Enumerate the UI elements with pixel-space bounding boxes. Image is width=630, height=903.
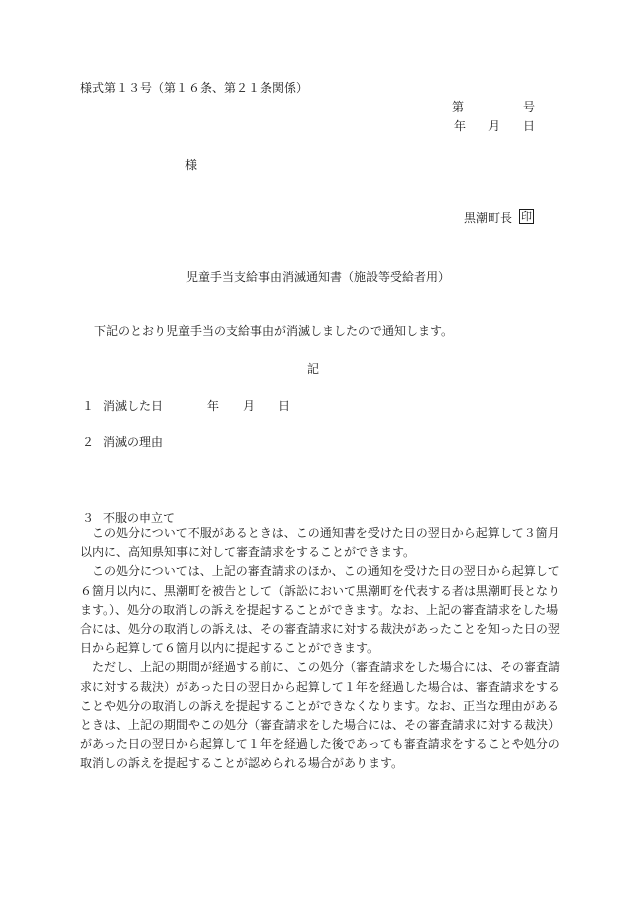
- appeal-body: [80, 524, 561, 774]
- appeal-line: ことや処分の取消しの訴えを提起することができなくなります。なお、正当な理由がある: [80, 698, 560, 713]
- seal-mark: 印: [521, 210, 532, 223]
- date-day: 日: [523, 119, 536, 133]
- item-label-appeal: 不服の申立て: [103, 511, 176, 525]
- appeal-line: ときは、上記の期間やこの処分（審査請求をした場合には、その審査請求に対する裁決）: [80, 718, 561, 733]
- addressee-suffix: 様: [185, 158, 198, 172]
- item-date-year: 年: [207, 399, 220, 413]
- intro-text: 下記のとおり児童手当の支給事由が消滅しましたので通知します。: [94, 324, 454, 338]
- form-number: 様式第１３号（第１６条、第２１条関係）: [80, 81, 309, 95]
- item-label-extinction-date: 消滅した日: [103, 399, 164, 413]
- appeal-line: 合には、処分の取消しの訴えは、その審査請求に対する裁決があったことを知った日の翌: [80, 622, 560, 637]
- appeal-line: ６箇月以内に、黒潮町を被告として（訴訟において黒潮町を代表する者は黒潮町長となり: [80, 583, 561, 598]
- ki-heading: 記: [307, 362, 320, 376]
- date-month: 月: [488, 119, 501, 133]
- item-label-extinction-reason: 消滅の理由: [103, 435, 164, 449]
- date-year: 年: [454, 119, 467, 133]
- appeal-line: 日から起算して６箇月以内に提起することができます。: [80, 641, 380, 656]
- appeal-line: 取消しの訴えを提起することが認められる場合があります。: [80, 756, 404, 771]
- appeal-line: 求に対する裁決）があった日の翌日から起算して１年を経過した場合は、審査請求をする: [80, 679, 560, 694]
- appeal-line: ます。）、処分の取消しの訴えを提起することができます。なお、上記の審査請求をした場: [80, 602, 559, 617]
- doc-number-label: 第: [452, 100, 465, 114]
- document-title: 児童手当支給事由消滅通知書（施設等受給者用）: [186, 270, 451, 284]
- appeal-line: ただし、上記の期間が経過する前に、この処分（審査請求をした場合には、その審査請: [80, 660, 561, 675]
- appeal-line: 以内に、高知県知事に対して審査請求をすることができます。: [80, 545, 416, 560]
- appeal-line: この処分について不服があるときは、この通知書を受けた日の翌日から起算して３箇月: [80, 526, 560, 540]
- issuer-title: 黒潮町長: [464, 211, 513, 225]
- item-number: １: [82, 399, 95, 413]
- item-number: ３: [82, 511, 95, 525]
- appeal-line: があった日の翌日から起算して１年を経過した後であっても審査請求をすることや処分の: [80, 737, 560, 752]
- appeal-line: この処分については、上記の審査請求のほか、この通知を受けた日の翌日から起算して: [80, 564, 560, 579]
- item-date-day: 日: [278, 399, 291, 413]
- item-number: ２: [82, 435, 95, 449]
- doc-number-suffix: 号: [523, 100, 536, 114]
- item-date-month: 月: [243, 399, 256, 413]
